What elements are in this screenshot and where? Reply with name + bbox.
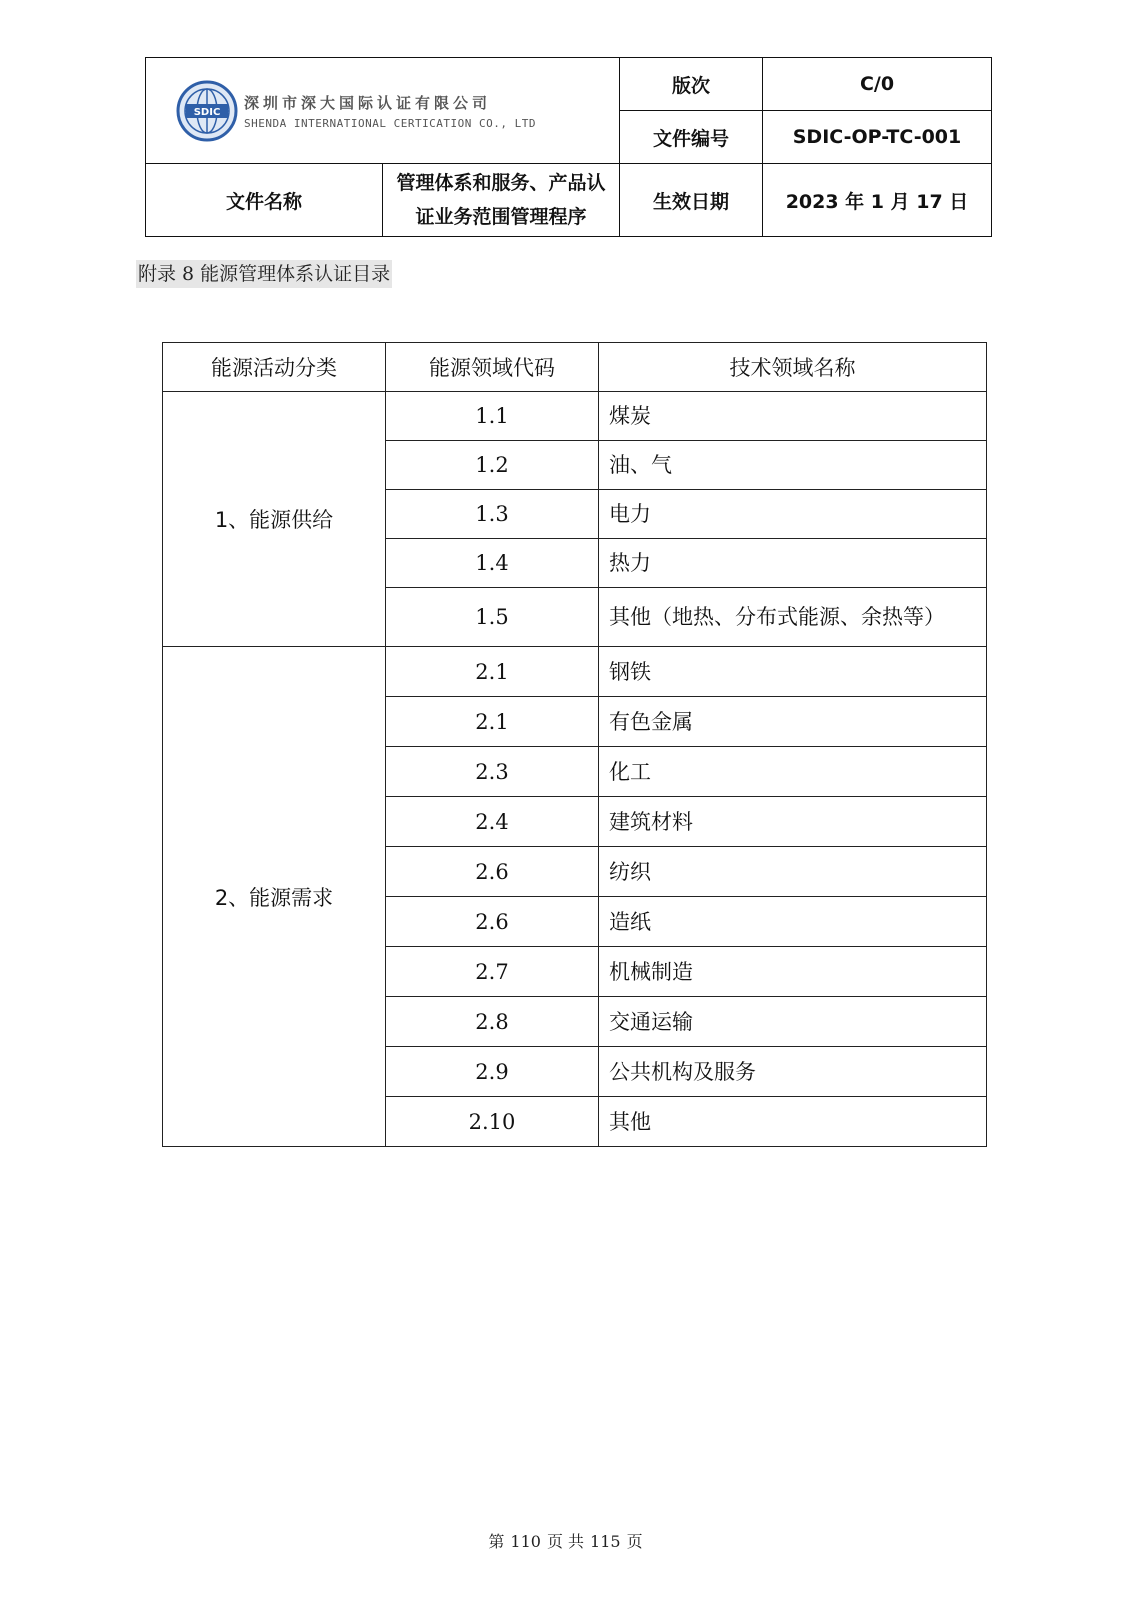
column-header: 技术领域名称 xyxy=(599,343,987,392)
version-label: 版次 xyxy=(620,58,763,111)
footer-prefix: 第 xyxy=(488,1532,505,1551)
code-cell: 2.9 xyxy=(386,1047,599,1097)
code-cell: 2.6 xyxy=(386,897,599,947)
code-cell: 2.4 xyxy=(386,797,599,847)
field-name-cell: 公共机构及服务 xyxy=(599,1047,987,1097)
field-name-cell: 有色金属 xyxy=(599,697,987,747)
code-cell: 1.2 xyxy=(386,441,599,490)
field-name-cell: 建筑材料 xyxy=(599,797,987,847)
table-row xyxy=(163,392,987,441)
category-cell: 2、能源需求 xyxy=(163,647,386,1147)
code-cell: 1.1 xyxy=(386,392,599,441)
footer-suffix: 页 xyxy=(626,1532,643,1551)
total-pages: 115 xyxy=(590,1532,621,1551)
company-logo-cell xyxy=(146,58,620,164)
table-header-row xyxy=(163,343,987,392)
field-name-cell: 电力 xyxy=(599,490,987,539)
field-name-cell: 纺织 xyxy=(599,847,987,897)
energy-catalog-table xyxy=(162,342,987,1147)
logo-lettering: SDIC xyxy=(193,106,221,118)
company-name-en: SHENDA INTERNATIONAL CERTICATION CO., LTD xyxy=(244,116,537,130)
page-number: 110 xyxy=(510,1532,541,1551)
field-name-cell: 机械制造 xyxy=(599,947,987,997)
code-cell: 1.4 xyxy=(386,539,599,588)
code-cell: 1.5 xyxy=(386,588,599,647)
field-name-cell: 油、气 xyxy=(599,441,987,490)
field-name-cell: 其他（地热、分布式能源、余热等） xyxy=(599,588,987,647)
code-cell: 2.6 xyxy=(386,847,599,897)
code-cell: 2.7 xyxy=(386,947,599,997)
footer-middle: 页 共 xyxy=(546,1532,585,1551)
doc-name-value: 管理体系和服务、产品认证业务范围管理程序 xyxy=(383,164,620,237)
code-cell: 2.10 xyxy=(386,1097,599,1147)
company-name-cn: 深圳市深大国际认证有限公司 xyxy=(244,93,492,112)
effective-date-label: 生效日期 xyxy=(620,164,763,237)
doc-number-label: 文件编号 xyxy=(620,111,763,164)
code-cell: 2.1 xyxy=(386,697,599,747)
field-name-cell: 化工 xyxy=(599,747,987,797)
doc-name-label: 文件名称 xyxy=(146,164,383,237)
page-footer xyxy=(0,1529,1131,1552)
doc-number-value: SDIC-OP-TC-001 xyxy=(763,111,992,164)
field-name-cell: 造纸 xyxy=(599,897,987,947)
code-cell: 2.8 xyxy=(386,997,599,1047)
field-name-cell: 热力 xyxy=(599,539,987,588)
field-name-cell: 交通运输 xyxy=(599,997,987,1047)
column-header: 能源领域代码 xyxy=(386,343,599,392)
code-cell: 2.1 xyxy=(386,647,599,697)
version-value: C/0 xyxy=(763,58,992,111)
appendix-caption: 附录 8 能源管理体系认证目录 xyxy=(136,260,392,288)
code-cell: 1.3 xyxy=(386,490,599,539)
field-name-cell: 煤炭 xyxy=(599,392,987,441)
document-header-table xyxy=(145,57,992,237)
field-name-cell: 钢铁 xyxy=(599,647,987,697)
table-row xyxy=(163,647,987,697)
field-name-cell: 其他 xyxy=(599,1097,987,1147)
category-cell: 1、能源供给 xyxy=(163,392,386,647)
effective-date-value: 2023 年 1 月 17 日 xyxy=(763,164,992,237)
code-cell: 2.3 xyxy=(386,747,599,797)
column-header: 能源活动分类 xyxy=(163,343,386,392)
company-logo-icon xyxy=(176,80,238,142)
